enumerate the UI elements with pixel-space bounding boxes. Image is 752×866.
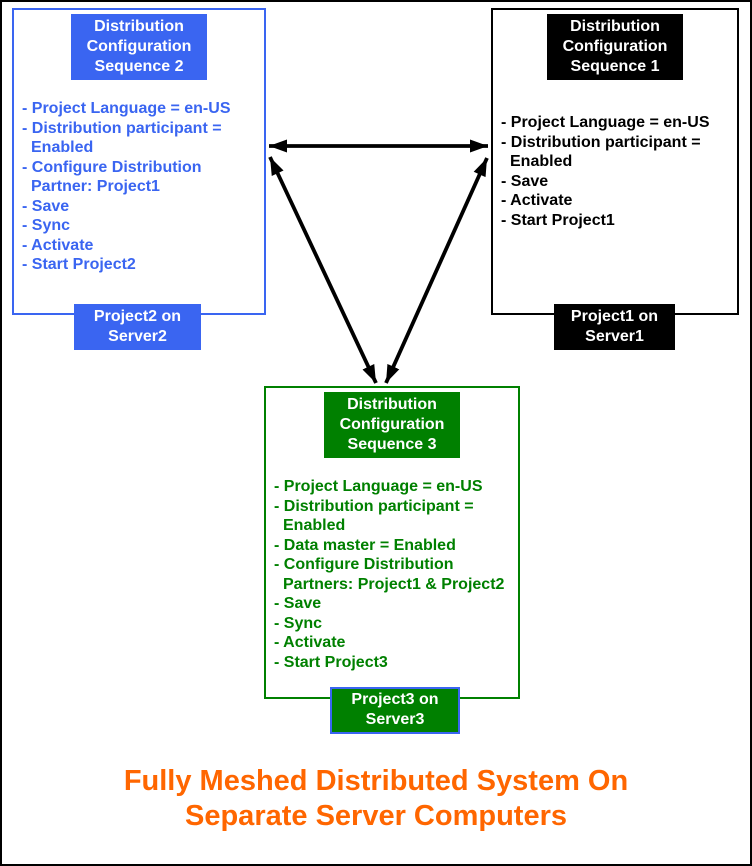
server-label-line: Project2 on: [93, 308, 182, 325]
config-step: - Configure Distribution: [274, 556, 454, 573]
sequence1-box: [491, 8, 739, 315]
server-label-line: Server3: [365, 711, 425, 728]
config-step: - Configure Distribution: [22, 158, 202, 176]
config-step: - Sync: [274, 614, 323, 632]
config-step: - Data master = Enabled: [274, 536, 456, 554]
header-line: Configuration: [339, 416, 445, 433]
diagram-title: [2, 764, 750, 834]
project1-server-label: [554, 304, 675, 350]
config-step: - Project Language = en-US: [274, 478, 483, 495]
config-step: - Start Project3: [274, 653, 388, 671]
sequence3-header: [324, 392, 460, 458]
server-label-line: Project1 on: [570, 308, 659, 325]
config-step: - Project Language = en-US: [22, 100, 231, 117]
sequence1-steps: [493, 113, 737, 230]
config-step: - Distribution participant =: [501, 133, 701, 151]
config-step: Partners: Project1 & Project2: [283, 575, 505, 593]
sequence2-header: [71, 14, 207, 80]
header-line: Sequence 2: [94, 58, 184, 75]
config-step: - Activate: [22, 236, 94, 254]
config-step: - Start Project1: [501, 211, 615, 229]
config-step: Enabled: [510, 153, 573, 170]
arrow-seq1-seq3: [386, 158, 487, 383]
config-step: - Activate: [274, 634, 346, 651]
sequence3-box: [264, 386, 520, 699]
diagram-title-line2: Separate Server Computers: [185, 800, 567, 832]
sequence2-box: [12, 8, 266, 315]
config-step: Partner: Project1: [31, 178, 160, 195]
config-step: - Distribution participant =: [274, 497, 474, 515]
arrow-seq2-seq3: [270, 157, 376, 383]
server-label-line: Server2: [108, 328, 167, 345]
header-line: Configuration: [562, 38, 668, 55]
server-label-line: Server1: [585, 328, 644, 345]
diagram-title-line1: Fully Meshed Distributed System On: [123, 765, 629, 797]
project2-server-label: [74, 304, 201, 350]
config-step: - Distribution participant =: [22, 119, 222, 137]
config-step: - Activate: [501, 192, 573, 209]
project3-server-label: [330, 687, 460, 734]
header-line: Distribution: [94, 18, 184, 35]
header-line: Configuration: [86, 38, 192, 55]
config-step: - Start Project2: [22, 256, 136, 273]
header-line: Distribution: [347, 396, 437, 413]
config-step: - Project Language = en-US: [501, 114, 710, 131]
config-step: - Sync: [22, 217, 71, 234]
sequence3-steps: [266, 477, 518, 672]
sequence2-steps: [14, 99, 264, 275]
header-line: Sequence 1: [570, 58, 660, 75]
config-step: Enabled: [283, 517, 346, 534]
config-step: - Save: [274, 595, 322, 612]
server-label-line: Project3 on: [351, 691, 439, 708]
config-step: - Save: [22, 197, 70, 215]
header-line: Distribution: [570, 18, 660, 35]
header-line: Sequence 3: [347, 436, 437, 453]
sequence1-header: [547, 14, 683, 80]
config-step: Enabled: [31, 139, 94, 156]
config-step: - Save: [501, 172, 549, 190]
